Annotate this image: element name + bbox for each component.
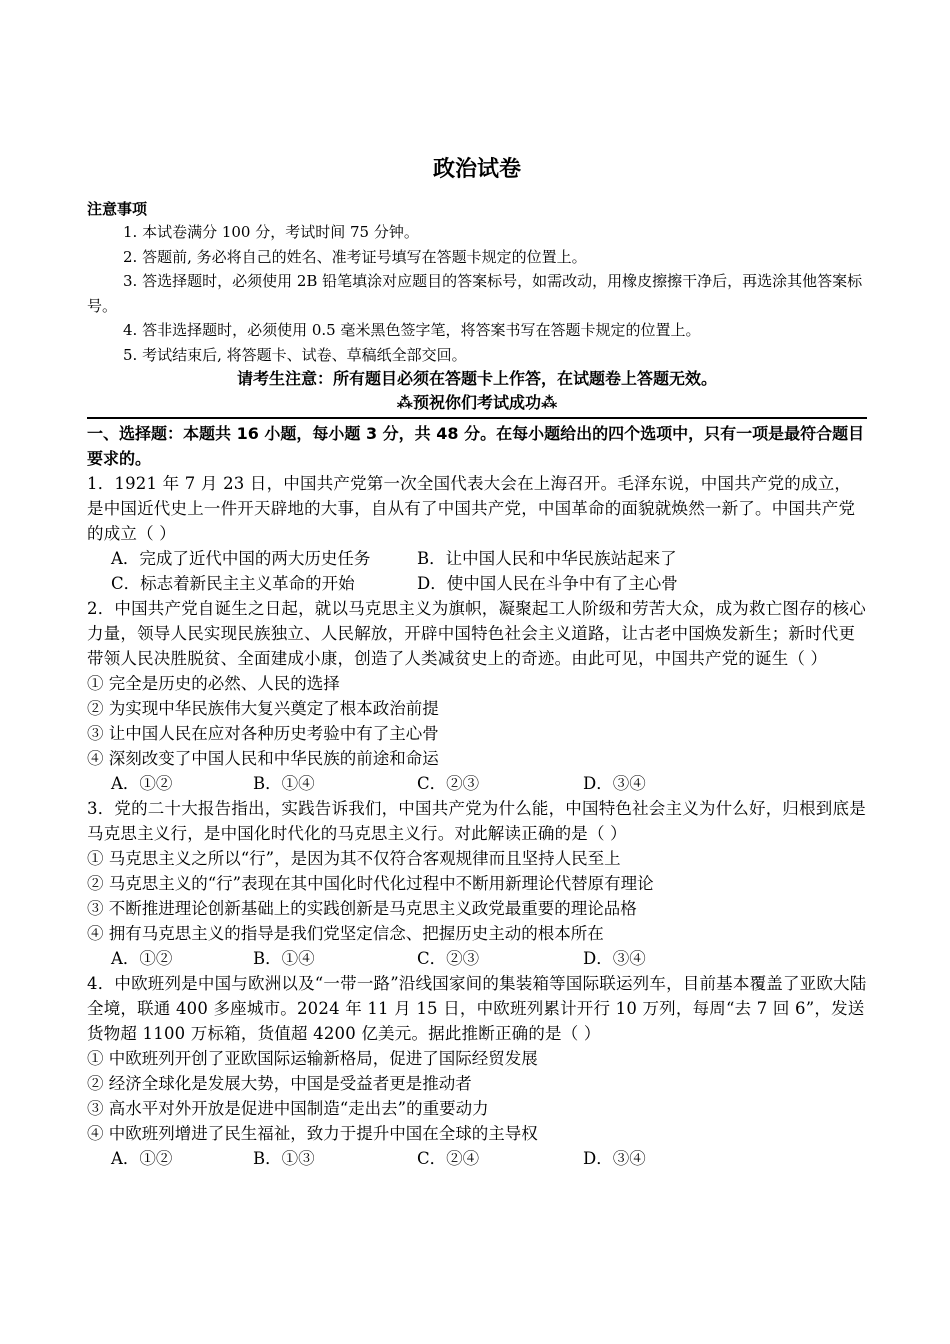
option-a: A．完成了近代中国的两大历史任务 bbox=[111, 549, 371, 568]
choice-c: C．②④ bbox=[417, 1149, 480, 1168]
page-title: 政治试卷 bbox=[432, 157, 521, 182]
notice-item: 5. 考试结束后, 将答题卡、试卷、草稿纸全部交回。 bbox=[123, 345, 467, 364]
question-1-options-row1 bbox=[87, 546, 867, 571]
statement: ② 马克思主义的“行”表现在其中国化时代化过程中不断用新理论代替原有理论 bbox=[87, 874, 654, 893]
notice-warning: 请考生注意：所有题目必须在答题卡上作答，在试题卷上答题无效。 bbox=[236, 369, 717, 388]
section-heading: 一、选择题：本题共 16 小题，每小题 3 分，共 48 分。在每小题给出的四个选项中，只有一项是最符合题目要求的。 bbox=[87, 424, 865, 468]
exam-page bbox=[87, 150, 867, 1171]
statement: ③ 高水平对外开放是促进中国制造“走出去”的重要动力 bbox=[87, 1099, 489, 1118]
statement: ④ 深刻改变了中国人民和中华民族的前途和命运 bbox=[87, 749, 439, 768]
question-4-stem: 4．中欧班列是中国与欧洲以及“一带一路”沿线国家间的集装箱等国际联运列车，目前基本覆盖了亚欧大陆全境，联通 400 多座城市。2024 年 11 月 15 日，中欧班列累计开行 10 万列，每周“去 7 回 6”，发送货物超 1100 万标箱，货值超 4200 亿美元。据此推断正确的是（ ） bbox=[87, 974, 867, 1043]
question-1-options-row2 bbox=[87, 571, 867, 596]
divider bbox=[87, 417, 867, 419]
notice-item: 2. 答题前, 务必将自己的姓名、准考证号填写在答题卡规定的位置上。 bbox=[123, 247, 587, 266]
notice-item: 1. 本试卷满分 100 分，考试时间 75 分钟。 bbox=[123, 223, 419, 241]
statement: ② 为实现中华民族伟大复兴奠定了根本政治前提 bbox=[87, 699, 439, 718]
choice-a: A．①② bbox=[111, 1149, 173, 1168]
question-4-choices bbox=[87, 1146, 867, 1171]
question-3-stem: 3．党的二十大报告指出，实践告诉我们，中国共产党为什么能，中国特色社会主义为什么好，归根到底是马克思主义行，是中国化时代化的马克思主义行。对此解读正确的是（ ） bbox=[87, 799, 866, 843]
statement: ② 经济全球化是发展大势，中国是受益者更是推动者 bbox=[87, 1074, 472, 1093]
statement: ① 完全是历史的必然、人民的选择 bbox=[87, 674, 340, 693]
statement: ③ 不断推进理论创新基础上的实践创新是马克思主义政党最重要的理论品格 bbox=[87, 899, 637, 918]
option-b: B．让中国人民和中华民族站起来了 bbox=[417, 549, 677, 568]
choice-c: C．②③ bbox=[417, 949, 480, 968]
option-d: D．使中国人民在斗争中有了主心骨 bbox=[417, 574, 678, 593]
choice-d: D．③④ bbox=[583, 1149, 646, 1168]
option-c: C．标志着新民主主义革命的开始 bbox=[111, 574, 355, 593]
notice-wish: ⁂预祝你们考试成功⁂ bbox=[396, 393, 558, 412]
statement: ③ 让中国人民在应对各种历史考验中有了主心骨 bbox=[87, 724, 439, 743]
question-2-stem: 2．中国共产党自诞生之日起，就以马克思主义为旗帜，凝聚起工人阶级和劳苦大众，成为救亡图存的核心力量，领导人民实现民族独立、人民解放，开辟中国特色社会主义道路，让古老中国焕发新生；新时代更带领人民决胜脱贫、全面建成小康，创造了人类减贫史上的奇迹。由此可见，中国共产党的诞生（ ） bbox=[87, 599, 866, 668]
statement: ④ 拥有马克思主义的指导是我们党坚定信念、把握历史主动的根本所在 bbox=[87, 924, 604, 943]
choice-d: D．③④ bbox=[583, 774, 646, 793]
question-1-stem: 1．1921 年 7 月 23 日，中国共产党第一次全国代表大会在上海召开。毛泽东说，中国共产党的成立，是中国近代史上一件开天辟地的大事，自从有了中国共产党，中国革命的面貌就焕然一新了。中国共产党的成立（ ） bbox=[87, 474, 856, 543]
choice-b: B．①③ bbox=[253, 1149, 315, 1168]
choice-a: A．①② bbox=[111, 949, 173, 968]
notice-item: 3. 答选择题时，必须使用 2B 铅笔填涂对应题目的答案标号，如需改动，用橡皮擦擦干净后，再选涂其他答案标号。 bbox=[87, 272, 863, 315]
statement: ① 中欧班列开创了亚欧国际运输新格局，促进了国际经贸发展 bbox=[87, 1049, 538, 1068]
choice-b: B．①④ bbox=[253, 949, 315, 968]
choice-a: A．①② bbox=[111, 774, 173, 793]
notice-item: 4. 答非选择题时，必须使用 0.5 毫米黑色签字笔，将答案书写在答题卡规定的位置上。 bbox=[123, 321, 701, 339]
notice-heading: 注意事项 bbox=[87, 200, 148, 218]
choice-c: C．②③ bbox=[417, 774, 480, 793]
statement: ④ 中欧班列增进了民生福祉，致力于提升中国在全球的主导权 bbox=[87, 1124, 538, 1143]
question-2-choices bbox=[87, 771, 867, 796]
choice-d: D．③④ bbox=[583, 949, 646, 968]
statement: ① 马克思主义之所以“行”，是因为其不仅符合客观规律而且坚持人民至上 bbox=[87, 849, 621, 868]
choice-b: B．①④ bbox=[253, 774, 315, 793]
question-3-choices bbox=[87, 946, 867, 971]
